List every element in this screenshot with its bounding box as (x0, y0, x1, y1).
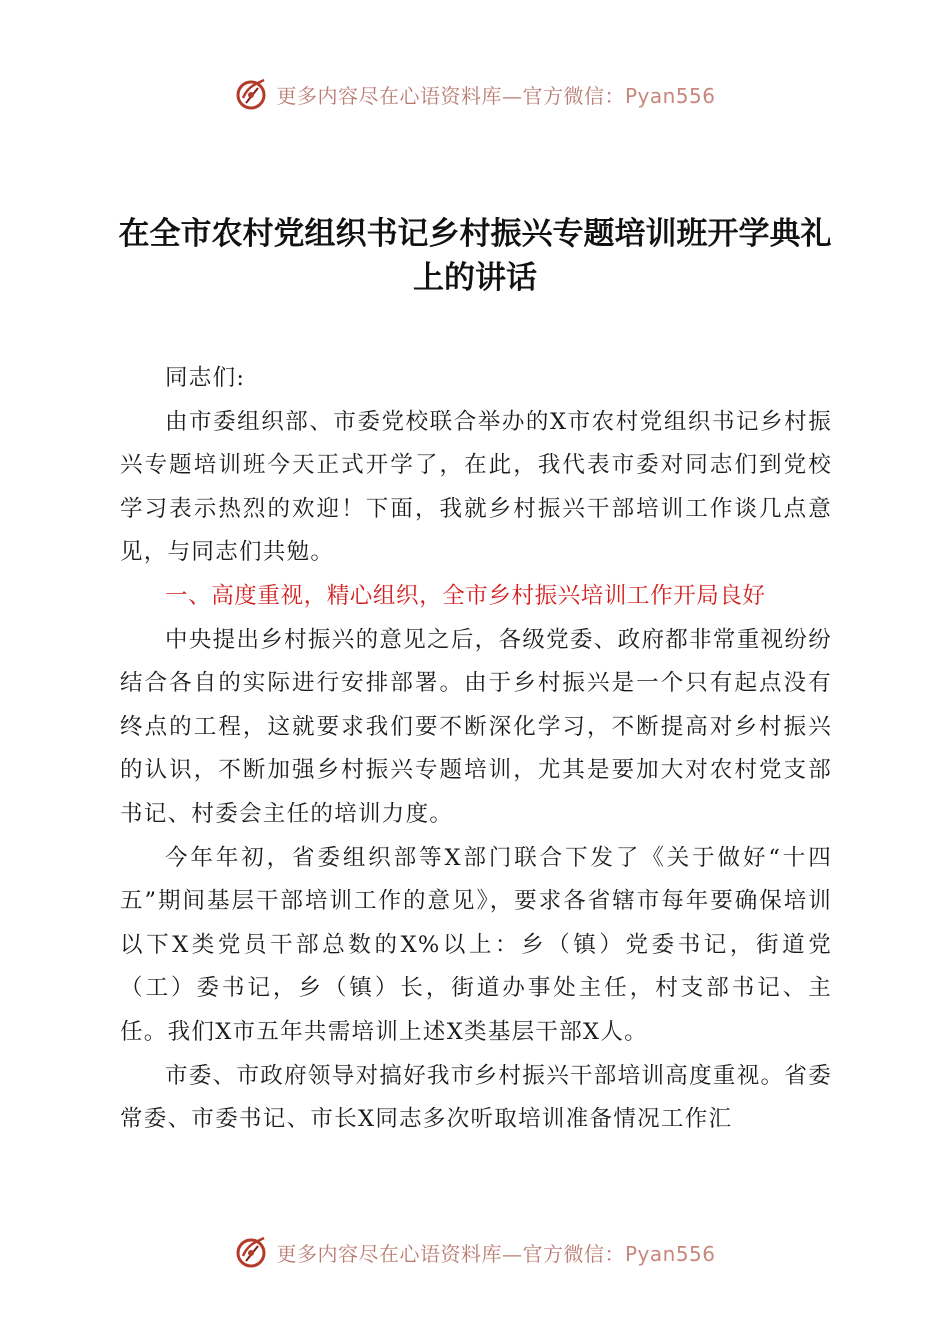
document-title: 在全市农村党组织书记乡村振兴专题培训班开学典礼上的讲话 (118, 216, 832, 296)
section-heading: 一、高度重视，精心组织，全市乡村振兴培训工作开局良好 (165, 582, 766, 609)
document-body (120, 357, 832, 1142)
paragraph: 市委、市政府领导对搞好我市乡村振兴干部培训高度重视。省委常委、市委书记、市长X同志多次听取培训准备情况工作汇 (120, 1062, 832, 1133)
salutation: 同志们: (165, 365, 246, 391)
paragraph: 由市委组织部、市委党校联合举办的X市农村党组织书记乡村振兴专题培训班今天正式开学了，在此，我代表市委对同志们到党校学习表示热烈的欢迎！下面，我就乡村振兴干部培训工作谈几点意见，与同志们共勉。 (120, 408, 832, 566)
paragraph: 今年年初，省委组织部等X部门联合下发了《关于做好“十四五”期间基层干部培训工作的意见》，要求各省辖市每年要确保培训以下X类党员干部总数的X%以上：乡（镇）党委书记，街道党（工）委书记，乡（镇）长，街道办事处主任，村支部书记、主任。我们X市五年共需培训上述X类基层干部X人。 (120, 844, 832, 1045)
paragraph: 中央提出乡村振兴的意见之后，各级党委、政府都非常重视纷纷结合各自的实际进行安排部署。由于乡村振兴是一个只有起点没有终点的工程，这就要求我们要不断深化学习，不断提高对乡村振兴的认识，不断加强乡村振兴专题培训，尤其是要加大对农村党支部书记、村委会主任的培训力度。 (120, 626, 832, 827)
pen-signature-logo-icon (234, 76, 270, 112)
watermark-footer (0, 1232, 950, 1272)
watermark-text: 更多内容尽在心语资料库—官方微信：Pyan556 (276, 1241, 716, 1266)
watermark-text: 更多内容尽在心语资料库—官方微信：Pyan556 (276, 83, 716, 108)
pen-signature-logo-icon (234, 1234, 270, 1270)
watermark-header (0, 74, 950, 114)
